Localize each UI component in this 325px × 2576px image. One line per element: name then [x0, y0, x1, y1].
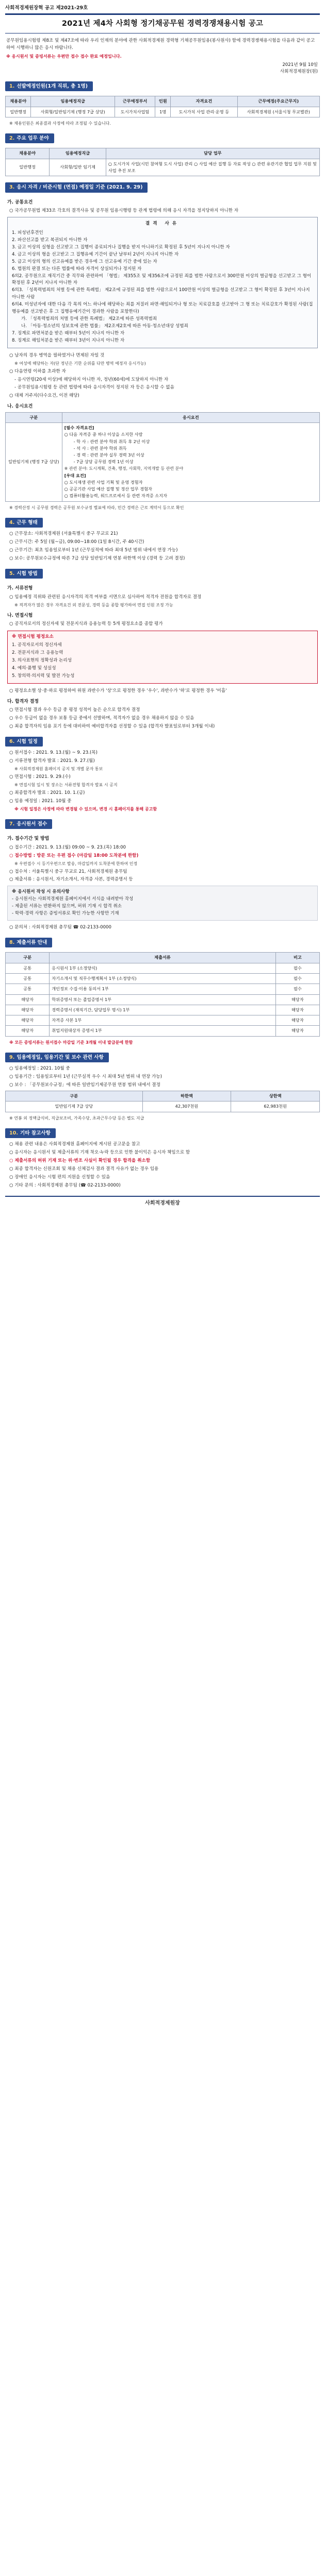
- paragraph: ○ 임용예정일 : 2021. 10월 중: [9, 1066, 70, 1072]
- paragraph-note: ※ 경력산정 시 공무원 경력은 공무원 보수규정 별표에 따라, 민간 경력은 근로 계약서 등으로 확인: [9, 505, 184, 510]
- paragraph: ○ 접수처 : 서울특별시 중구 무교로 21, 사회적경제원 총무팀: [9, 869, 127, 874]
- paragraph-note: ※ 시험 일정은 사정에 따라 변경될 수 있으며, 변경 시 홈페이지를 통해 공고함: [14, 806, 157, 811]
- paragraph: ○ 남자의 경우 병역을 필하였거나 면제된 자일 것: [9, 352, 105, 358]
- list-item: - 응시원서는 사회적경제원 홈페이지에서 서식을 내려받아 작성: [12, 896, 134, 902]
- section-10-title: 기타 참고사항: [20, 1130, 51, 1136]
- paragraph: ○ 면접시험 결과 우수 등급 중 평정 성적이 높은 순으로 합격자 결정: [9, 707, 140, 713]
- sub-heading: 가. 접수기간 및 방법: [7, 836, 50, 842]
- table-header: 제출서류: [50, 953, 276, 963]
- paragraph: ○ 제출서류 : 응시원서, 자기소개서, 자격증 사본, 경력증명서 등: [9, 877, 133, 883]
- table-cell: 42,307천원: [142, 1101, 231, 1112]
- sub-heading: 가. 공통요건: [7, 199, 33, 205]
- section-3-number: 3.: [9, 184, 15, 191]
- table-cell: 일반임기제 7급 상당: [6, 1101, 143, 1112]
- list-item: 1. 공직자로서의 정신자세: [12, 642, 62, 648]
- evaluation-factors-box: [7, 631, 318, 684]
- issuer: 사회적경제원장(원): [280, 69, 318, 74]
- section-1-number: 1.: [9, 83, 15, 89]
- list-item: 5. 금고 이상의 형의 선고유예를 받은 경우에 그 선고유예 기간 중에 있는 자: [12, 259, 157, 264]
- table-row: [6, 984, 320, 994]
- section-4: [5, 518, 320, 563]
- sub-heading: 나. 면접시험: [7, 613, 33, 618]
- paragraph: ○ 서류전형 합격자 발표 : 2021. 9. 27.(월): [9, 758, 95, 764]
- box-title: 결격 사유: [145, 221, 180, 227]
- paragraph: ○ 문의처 : 사회적경제원 총무팀 ☎ 02-2133-0000: [9, 925, 111, 930]
- table-row: [6, 1026, 320, 1036]
- table-header: 임용예정직급: [50, 148, 106, 159]
- section-10: [5, 1128, 320, 1190]
- section-1-title: 선발예정인원(1개 직위, 총 1명): [17, 83, 88, 89]
- list-item: ※ 관련 분야: 도시계획, 건축, 행정, 사회학, 지역개발 등 관련 분야: [64, 466, 184, 471]
- paragraph-note: ※ 면접시험 일시 및 장소는 서류전형 합격자 발표 시 공지: [14, 783, 118, 787]
- table-cell: 해당자: [6, 1015, 50, 1026]
- section-2-heading: [5, 133, 54, 144]
- box-title: ※ 응시원서 작성 시 유의사항: [12, 889, 70, 895]
- table-cell: 공통: [6, 963, 50, 973]
- table-cell: 해당자: [275, 1026, 319, 1036]
- intro: [5, 38, 320, 60]
- table-header: 구분: [6, 412, 62, 422]
- paragraph: ○ 기타 문의 : 사회적경제원 총무팀 (☎ 02-2133-0000): [9, 1182, 121, 1188]
- table-cell: 자기소개서 및 직무수행계획서 1부 (소정양식): [50, 974, 276, 984]
- table-row: [6, 994, 320, 1005]
- section-2: [5, 133, 320, 176]
- list-item: 8. 징계로 해임처분을 받은 때부터 3년이 지나지 아니한 자: [12, 337, 125, 343]
- paragraph: ○ 장애인 응시자는 시험 편의 지원을 신청할 수 있음: [9, 1174, 110, 1180]
- list-item: 6의3. 「성폭력범죄의 처벌 등에 관한 특례법」 제2조에 규정된 죄를 범한 사람으로서 100만원 이상의 벌금형을 선고받고 그 형이 확정된 후 3년이 지나지 아니한 사람: [12, 287, 310, 300]
- section-4-number: 4.: [9, 519, 15, 526]
- table-cell: 사회적경제원 (서울시청 무교별관): [237, 107, 319, 117]
- paragraph-note: ※ 사회적경제원 홈페이지 공지 및 개별 문자 통보: [14, 767, 103, 772]
- paragraph: ○ 접수기간 : 2021. 9. 13.(월) 09:00 ~ 9. 23.(목) 18:00: [9, 844, 126, 850]
- paragraph: ○ 채용 관련 내용은 사회적경제원 홈페이지에 게시된 공고문을 참고: [9, 1142, 140, 1147]
- paragraph: ○ 국가공무원법 제33조 각호의 결격사유 및 공무원 임용시행령 등 관계 법령에 의해 응시 자격을 정지당하지 아니한 자: [9, 208, 239, 214]
- positions-table: [5, 96, 320, 117]
- box-title: ※ 면접시험 평정요소: [12, 634, 54, 640]
- section-1-heading: [5, 81, 93, 92]
- table-row: [6, 1005, 320, 1015]
- list-item: ○ 컴퓨터활용능력, 워드프로세서 등 관련 자격증 소지자: [64, 493, 167, 499]
- section-7: [5, 819, 320, 931]
- paragraph: ○ 임용기간 : 임용일로부터 1년 (근무실적 우수 시 최대 5년 범위 내 연장 가능): [9, 1074, 162, 1080]
- table-cell: 62,983천원: [231, 1101, 320, 1112]
- section-8-title: 제출서류 안내: [17, 939, 47, 945]
- table-cell: 해당자: [6, 1005, 50, 1015]
- footer: [5, 1196, 320, 1208]
- table-cell: 일반임기제 (행정 7급 상당): [6, 423, 62, 502]
- section-8: [5, 938, 320, 1046]
- sub-heading: 가. 서류전형: [7, 586, 33, 591]
- footer-issuer: 사회적경제원장: [145, 1200, 180, 1206]
- table-header: 상한액: [231, 1091, 320, 1101]
- section-10-heading: [5, 1128, 56, 1139]
- section-3: [5, 182, 320, 512]
- table-cell: 취업지원대상자 증명서 1부: [50, 1026, 276, 1036]
- table-cell: 도시가치 사업 관리·운영 등: [171, 107, 237, 117]
- list-item: [필수 자격요건]: [64, 425, 94, 430]
- table-header: 채용분야: [6, 96, 31, 107]
- section-2-title: 주요 업무 분야: [17, 135, 49, 141]
- section-1-note: ※ 채용인원은 최종결과 사정에 따라 조정될 수 있습니다.: [9, 121, 111, 126]
- paragraph: ○ 보수: 공무원보수규정에 따른 7급 상당 일반임기제 연봉 하한액 이상 (경력 등 고려 결정): [9, 556, 185, 562]
- table-cell: 필수: [275, 974, 319, 984]
- paragraph: ○ 응시자는 응시원서 및 제출서류의 기재 착오·누락 등으로 인한 불이익은 응시자 책임으로 함: [9, 1149, 190, 1155]
- list-item: - 학 사 : 관련 분야 학위 취득 후 2년 이상: [73, 438, 150, 444]
- table-header: 근무예정부서: [115, 96, 155, 107]
- list-item: 나. 「아동·청소년의 성보호에 관한 법률」 제2조제2호에 따른 아동·청소년대상 성범죄: [21, 323, 188, 329]
- paragraph: ○ 임용예정 직위와 관련된 응시자격의 적격 여부를 서면으로 심사하여 적격자 전원을 합격자로 결정: [9, 594, 202, 600]
- table-cell: 해당자: [275, 1005, 319, 1015]
- section-9-title: 임용예정일, 임용기간 및 보수 관련 사항: [17, 1054, 104, 1060]
- list-item: 5. 창의력·의지력 및 발전 가능성: [12, 673, 75, 679]
- table-cell: 경력증명서 (재직기간, 담당업무 명시) 1부: [50, 1005, 276, 1015]
- paragraph: ○ 공직자로서의 정신자세 및 전문지식과 응용능력 등 5개 평정요소를 종합 평가: [9, 621, 163, 627]
- table-header: 담당 업무: [106, 148, 319, 159]
- documents-table: [5, 952, 320, 1036]
- sub-heading: 다. 합격자 결정: [7, 699, 39, 704]
- table-cell: 학위증명서 또는 졸업증명서 1부: [50, 994, 276, 1005]
- section-5-number: 5.: [9, 570, 15, 577]
- paragraph-note: ※ 적격자가 많은 경우 자격요건 외 전문성, 경력 등을 종합 평가하여 면접 인원 조정 가능: [14, 602, 173, 607]
- table-cell: 해당자: [275, 1015, 319, 1026]
- section-3-heading: [5, 182, 148, 193]
- table-cell: 일반행정: [6, 107, 31, 117]
- paragraph: ○ 평정요소별 상·중·하로 평정하여 위원 과반수가 '상'으로 평정한 경우 '우수', 과반수가 '하'로 평정한 경우 '미흡': [9, 688, 227, 693]
- table-cell: 해당자: [6, 994, 50, 1005]
- table-header: 임용예정직급: [31, 96, 115, 107]
- list-item: 2. 전문지식과 그 응용능력: [12, 650, 63, 655]
- paragraph: ○ 근무시간: 주 5일 (월~금), 09:00~18:00 (1일 8시간, 주 40시간): [9, 539, 144, 545]
- list-item: 6의2. 공무원으로 재직기간 중 직무와 관련하여 「형법」 제355조 및 제356조에 규정된 죄를 범한 사람으로서 300만원 이상의 벌금형을 선고받고 그 형이 확정된 후 2년이 지나지 아니한 자: [12, 273, 312, 286]
- duties-table: [5, 148, 320, 176]
- table-cell: 사회형/일반임기제 (행정 7급 상당): [31, 107, 115, 117]
- section-6: [5, 737, 320, 813]
- paragraph: ○ 최종 합격자는 신원조회 및 채용 신체검사 결과 결격 사유가 없는 경우 임용: [9, 1166, 159, 1172]
- list-item: 6의4. 미성년자에 대한 다음 각 목의 어느 하나에 해당하는 죄를 저질러 파면·해임되거나 형 또는 치료감호를 선고받아 그 형 또는 치료감호가 확정된 사람(집행유예를 선고받은 후 그 집행유예기간이 경과한 사람을 포함한다): [12, 302, 313, 315]
- notice-number: 사회적경제원장혁 공고 제2021-29호: [5, 5, 88, 11]
- list-item: 3. 의사표현의 정확성과 논리성: [12, 657, 72, 663]
- list-item: - 석 사 : 관련 분야 학위 취득: [73, 445, 127, 451]
- table-row: [6, 1101, 320, 1112]
- list-item: - 학력·경력 사항은 증빙서류로 확인 가능한 사항만 기재: [12, 911, 119, 917]
- table-cell: 해당자: [275, 994, 319, 1005]
- table-cell: 일반행정: [6, 159, 50, 176]
- section-4-title: 근무 형태: [17, 519, 38, 526]
- table-cell: [62, 423, 319, 502]
- list-item: ○ 다음 자격증 중 하나 이상을 소지한 사람: [64, 432, 143, 437]
- table-header: 인원: [155, 96, 171, 107]
- disqualification-box: [7, 217, 318, 348]
- paragraph: - 응시연령(20세 이상)에 해당하지 아니한 자, 정년(60세)에 도달하지 아니한 자: [14, 377, 169, 382]
- section-1: [5, 81, 320, 127]
- list-item: 4. 예의·품행 및 성실성: [12, 665, 56, 671]
- section-7-number: 7.: [9, 821, 15, 827]
- section-5: [5, 569, 320, 731]
- list-item: 가. 「성폭력범죄의 처벌 등에 관한 특례법」 제2조에 따른 성폭력범죄: [21, 316, 157, 322]
- paragraph-note: ※ 연봉 외 정액급식비, 직급보조비, 가족수당, 초과근무수당 등은 별도 지급: [9, 1115, 144, 1121]
- table-cell: 공통: [6, 984, 50, 994]
- list-item: 2. 파산선고를 받고 복권되지 아니한 자: [12, 237, 88, 243]
- section-9-number: 9.: [9, 1054, 15, 1060]
- section-10-number: 10.: [9, 1130, 18, 1136]
- date-box: [5, 62, 318, 75]
- section-8-number: 8.: [9, 939, 15, 945]
- table-cell: 1명: [155, 107, 171, 117]
- intro-text: 공무원임용시험령 제8조 및 제47조에 따라 우리 인재의 분야에 관한 사회적경제원 경력형 기채공무원임용(봉사원사) 함에 경력경쟁채용시험을 다음과 같이 공고 하여 시행하니 많은 응시 바랍니다.: [6, 38, 315, 50]
- paragraph: ○ 보수 : 「공무원보수규정」에 따른 일반임기제공무원 연봉 범위 내에서 결정: [9, 1082, 160, 1088]
- paragraph: ○ 제출서류의 허위 기재 또는 위·변조 사실이 확인될 경우 합격을 취소함: [9, 1158, 151, 1163]
- table-cell: 자격증 사본 1부: [50, 1015, 276, 1026]
- section-3-title: 응시 자격 / 비준시험 (면접) 예정일 기준 (2021. 9. 29): [17, 184, 143, 191]
- paragraph: ○ 최종합격자 발표 : 2021. 10. 1.(금): [9, 790, 85, 795]
- table-header: 근무예정(주요근무지): [237, 96, 319, 107]
- paragraph: ○ 최종 합격자의 임용 포기 등에 대비하여 예비합격자를 선정할 수 있음 (합격자 발표일로부터 3개월 이내): [9, 723, 215, 729]
- list-item: - 제출된 서류는 반환하지 않으며, 허위 기재 시 합격 취소: [12, 904, 122, 909]
- requirements-table: [5, 412, 320, 502]
- section-7-heading: [5, 819, 52, 829]
- section-5-title: 시험 방법: [17, 570, 38, 577]
- section-9: [5, 1053, 320, 1122]
- paragraph: ○ 우수 등급이 없을 경우 보통 등급 중에서 선발하며, 적격자가 없을 경우 채용하지 않을 수 있음: [9, 715, 194, 721]
- section-6-number: 6.: [9, 738, 15, 744]
- section-5-heading: [5, 569, 43, 579]
- section-4-heading: [5, 518, 43, 528]
- table-row: [6, 974, 320, 984]
- list-item: 6. 법원의 판결 또는 다른 법률에 따라 자격이 상실되거나 정지된 자: [12, 266, 142, 272]
- table-cell: 개인정보 수집·이용 동의서 1부: [50, 984, 276, 994]
- section-7-title: 응시원서 접수: [17, 821, 47, 827]
- table-cell: 해당자: [6, 1026, 50, 1036]
- sub-heading: 나. 응시요건: [7, 404, 33, 410]
- table-header: 구분: [6, 953, 50, 963]
- list-item: 7. 징계로 파면처분을 받은 때부터 5년이 지나지 아니한 자: [12, 330, 125, 336]
- table-header: 채용분야: [6, 148, 50, 159]
- list-item: ○ 도시재생 관련 사업 기획 및 운영 경험자: [64, 479, 143, 485]
- paragraph: ○ 근무장소: 사회적경제원 (서울특별시 중구 무교로 21): [9, 531, 118, 537]
- paragraph: ○ 근무기간: 최초 임용일로부터 1년 (근무실적에 따라 최대 5년 범위 내에서 연장 가능): [9, 548, 178, 553]
- page-title: 2021년 제4차 사회형 정기채공무원 경력경쟁채용시험 공고: [61, 20, 264, 28]
- table-header: 구분: [6, 1091, 143, 1101]
- paragraph: ○ 대체 거주지(다수요건, 이전 해당): [9, 393, 79, 399]
- table-header: 자격요건: [171, 96, 237, 107]
- table-cell: 공통: [6, 974, 50, 984]
- table-cell: 사회형/일반 임기제: [50, 159, 106, 176]
- paragraph: ○ 원서접수 : 2021. 9. 13.(월) ~ 9. 23.(목): [9, 750, 98, 756]
- list-item: ○ 공공기관 사업 예산 집행 및 정산 업무 경험자: [64, 486, 152, 492]
- paragraph: ○ 임용 예정일 : 2021. 10월 중: [9, 798, 72, 804]
- salary-table: [5, 1091, 320, 1112]
- section-8-heading: [5, 938, 52, 948]
- list-item: [우대 요건]: [64, 472, 86, 478]
- paragraph: - 공무원임용시험령 등 관련 법령에 따라 응시자격이 정지된 자 등은 응시할 수 없음: [14, 385, 174, 391]
- table-row: [6, 1015, 320, 1026]
- table-cell: ○ 도시가치 사업(시민 참여형 도시 사업) 관리 ○ 사업 예산 집행 등 자료 작성 ○ 관련 유관기관 협업 업무 지원 및 사업 추진 보조: [106, 159, 319, 176]
- table-header: 응시요건: [62, 412, 319, 422]
- paragraph: ○ 면접시험 : 2021. 9. 29.(수): [9, 774, 71, 780]
- paragraph: ○ 접수방법 : 방문 또는 우편 접수 (마감일 18:00 도착분에 한함): [9, 853, 139, 858]
- section-9-heading: [5, 1053, 109, 1063]
- paragraph-note: ※ 모든 증빙서류는 원서접수 마감일 기준 3개월 이내 발급분에 한함: [9, 1040, 133, 1045]
- table-header: 하한액: [142, 1091, 231, 1101]
- table-cell: 필수: [275, 984, 319, 994]
- section-2-number: 2.: [9, 135, 15, 141]
- table-cell: 필수: [275, 963, 319, 973]
- paragraph-note: ※ 여성에 해당하는 자(단 정년은 기한 순위를 다만 병역 예정자 응시가능): [14, 361, 146, 366]
- application-notes-box: [7, 886, 318, 921]
- list-item: - 7급 상당 공무원 경력 1년 이상: [73, 459, 134, 465]
- list-item: 4. 금고 이상의 형을 선고받고 그 집행유예 기간이 끝난 날부터 2년이 지나지 아니한 자: [12, 251, 179, 257]
- title-bar: [5, 13, 320, 33]
- table-cell: 도시가치사업팀: [115, 107, 155, 117]
- list-item: - 경 력 : 관련 분야 실무 경력 3년 이상: [73, 452, 144, 458]
- paragraph: ○ 다음연령 이하를 초과한 자: [9, 368, 66, 374]
- notice-date: 2021년 9월 10일: [282, 62, 318, 67]
- table-cell: 응시원서 1부 (소정양식): [50, 963, 276, 973]
- section-6-title: 시험 일정: [17, 738, 38, 744]
- list-item: 3. 금고 이상의 실형을 선고받고 그 집행이 종료되거나 집행을 받지 아니하기로 확정된 후 5년이 지나지 아니한 자: [12, 244, 230, 250]
- intro-note: ※ 응시원서 및 증빙서류는 우편만 접수 접수 완료 예정입니다.: [6, 53, 122, 59]
- list-item: 1. 피성년후견인: [12, 230, 43, 235]
- paragraph-note: ※ 우편접수 시 등기우편으로 발송, 마감일까지 도착분에 한하여 인정: [14, 861, 138, 866]
- table-row: [6, 963, 320, 973]
- table-header: 비고: [275, 953, 319, 963]
- section-6-heading: [5, 737, 43, 747]
